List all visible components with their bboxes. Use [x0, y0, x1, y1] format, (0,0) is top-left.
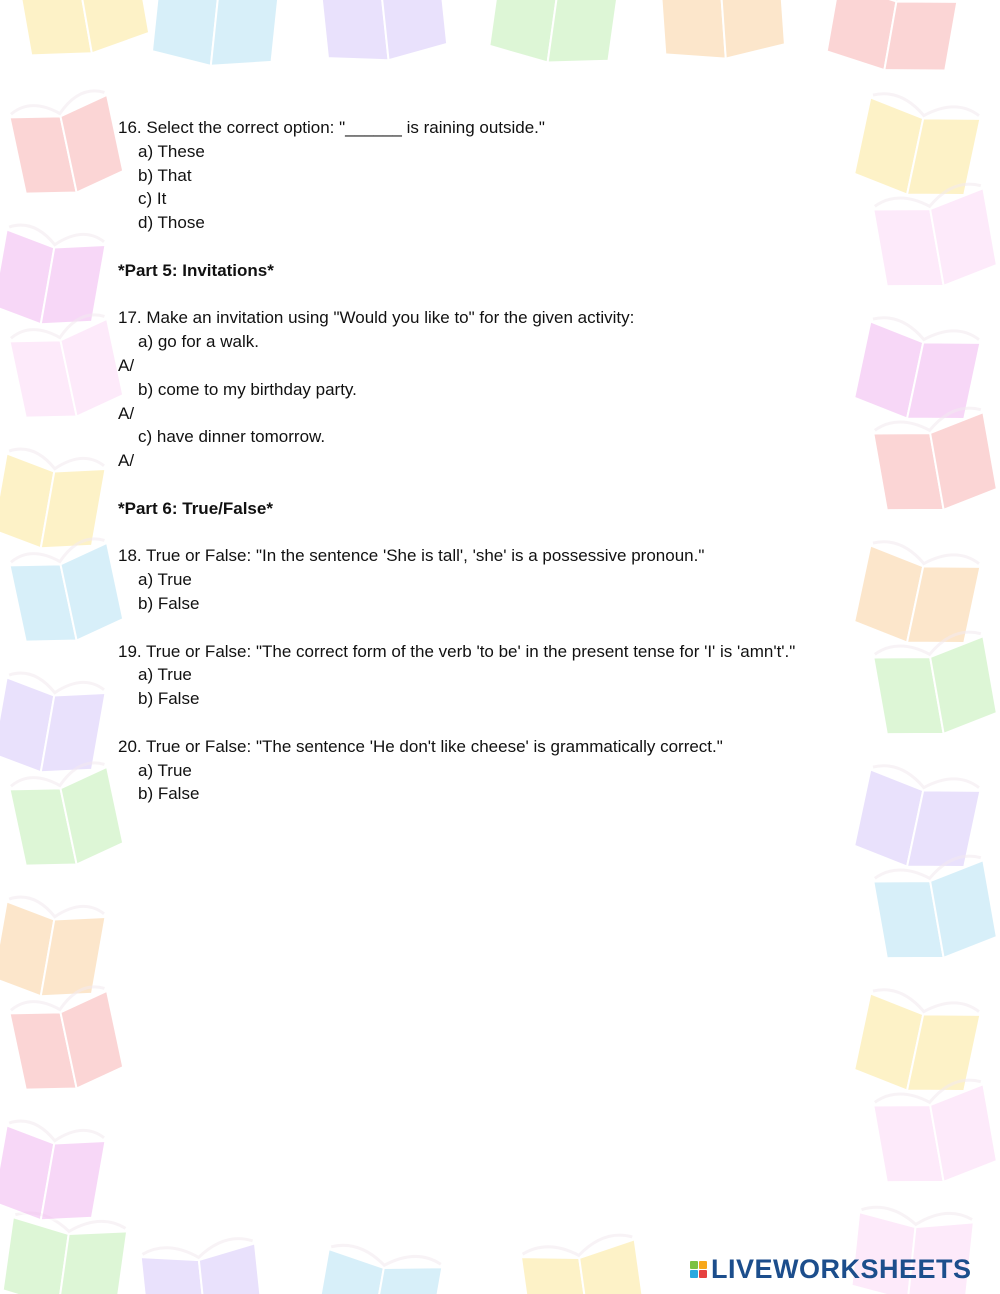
question-text: 17. Make an invitation using "Would you like to" for the given activity:	[118, 308, 635, 328]
answer-option: a) True	[138, 570, 192, 590]
book-icon	[520, 1233, 647, 1294]
answer-option: b) False	[138, 593, 200, 613]
section-heading: *Part 5: Invitations*	[118, 260, 274, 280]
spacer	[118, 235, 878, 259]
book-icon	[8, 984, 126, 1099]
book-icon	[18, 0, 151, 64]
book-icon	[488, 0, 619, 71]
book-icon	[140, 1237, 264, 1294]
book-icon	[320, 0, 448, 67]
question-text: 20. True or False: "The sentence 'He don't like cheese' is grammatically correct."	[118, 736, 723, 756]
spacer	[118, 473, 878, 497]
book-icon	[660, 0, 786, 63]
book-icon	[872, 629, 999, 743]
answer-option: a) These	[138, 141, 205, 161]
worksheet-content	[118, 116, 878, 806]
answer-option: b) come to my birthday party.	[138, 379, 357, 399]
book-icon	[8, 536, 126, 651]
book-icon	[8, 88, 126, 203]
brand-name: LIVEWORKSHEETS	[711, 1253, 972, 1284]
answer-option: b) False	[138, 784, 200, 804]
answer-option: a) go for a walk.	[138, 332, 259, 352]
answer-option: c) It	[138, 189, 167, 209]
book-icon	[0, 1117, 107, 1229]
question-text: 16. Select the correct option: "______ is raining outside."	[118, 118, 545, 137]
question-text: 19. True or False: "The correct form of the verb 'to be' in the present tense for 'I' is 'amn't'."	[118, 641, 796, 661]
answer-option: d) Those	[138, 213, 205, 233]
answer-option: c) have dinner tomorrow.	[138, 427, 326, 447]
spacer	[118, 711, 878, 735]
spacer	[118, 521, 878, 545]
book-icon	[825, 0, 958, 81]
book-icon	[151, 0, 279, 72]
book-icon	[872, 181, 999, 295]
answer-line: A/	[118, 355, 135, 375]
book-icon	[872, 853, 999, 967]
book-icon	[8, 760, 126, 875]
answer-option: a) True	[138, 760, 192, 780]
answer-option: b) False	[138, 689, 200, 709]
liveworksheets-logo	[690, 1252, 972, 1286]
book-icon	[872, 405, 999, 519]
book-icon	[852, 985, 982, 1103]
answer-line: A/	[118, 451, 135, 471]
spacer	[118, 283, 878, 307]
answer-option: b) That	[138, 165, 192, 185]
question-text: 18. True or False: "In the sentence 'She is tall', 'she' is a possessive pronoun."	[118, 546, 705, 566]
book-icon	[314, 1241, 443, 1294]
spacer	[118, 616, 878, 640]
section-heading: *Part 6: True/False*	[118, 498, 273, 518]
answer-option: a) True	[138, 665, 192, 685]
liveworksheets-logo-icon	[690, 1261, 707, 1278]
book-icon	[872, 1077, 999, 1191]
answer-line: A/	[118, 403, 135, 423]
book-icon	[1, 1209, 128, 1294]
book-icon	[8, 312, 126, 427]
